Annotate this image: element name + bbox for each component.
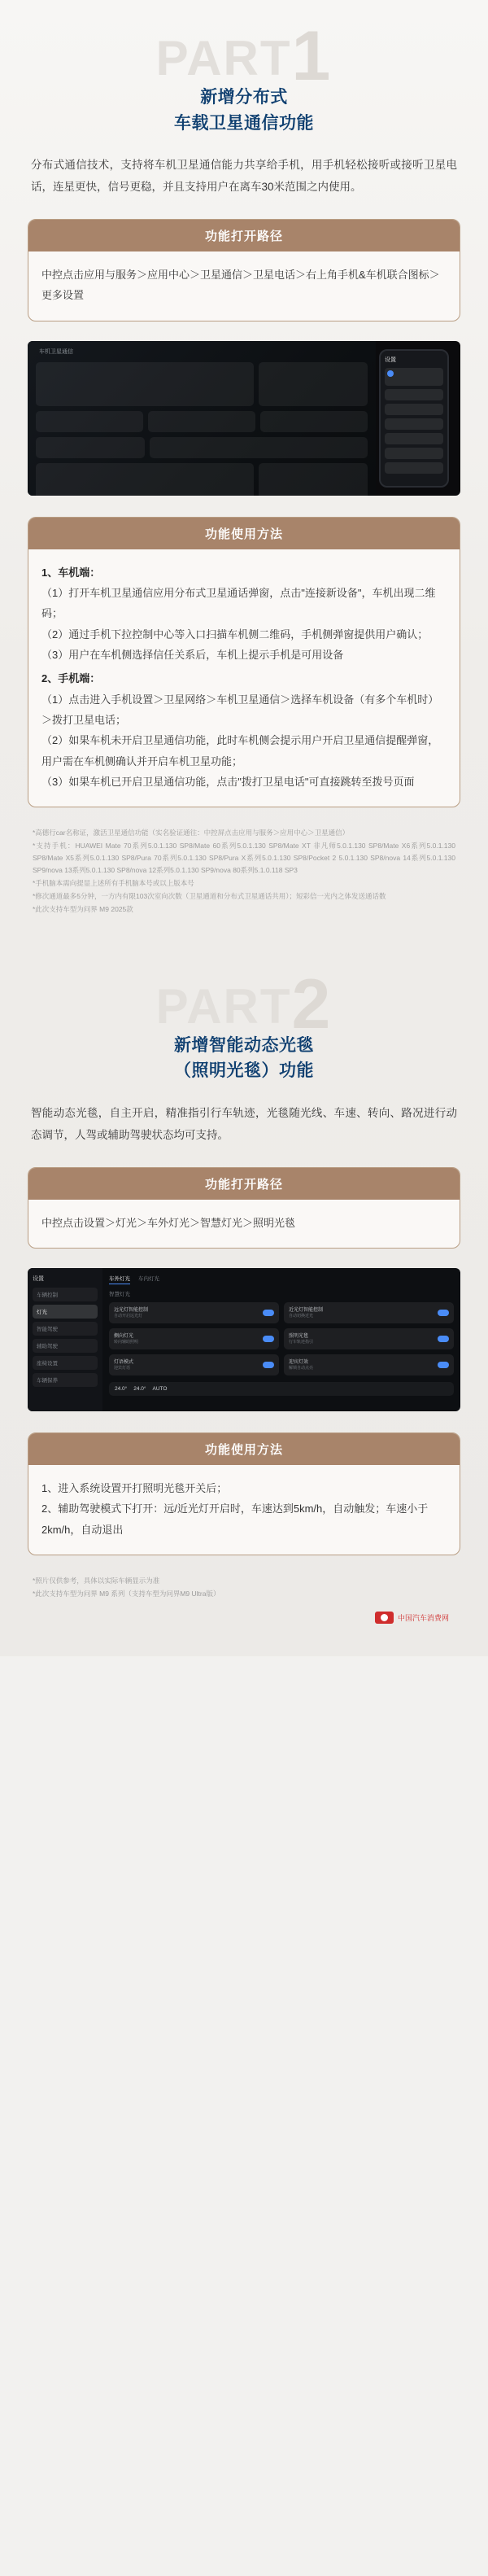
usage-step: （3）如果车机已开启卫星通信功能，点击"拨打卫星电话"可直接跳转至拨号页面 [41, 776, 415, 789]
usage-group-title: 2、手机端： [41, 672, 101, 685]
part-2-open-path-title: 功能打开路径 [28, 1168, 460, 1200]
part-2-block [0, 948, 488, 1624]
phone-list-item [385, 404, 443, 415]
phone-account-row [385, 368, 443, 386]
smart-light-section-label: 智慧灯光 [109, 1291, 130, 1297]
option-label: 远光灯智能控制 [114, 1307, 149, 1313]
footnote: *高德行car名称证，激活卫星通信功能（实名验证通往：中控屏点击应用与服务＞应用中心＞卫星通信） [33, 829, 350, 838]
part-2-headline-line1: 新增智能动态光毯 [174, 1035, 314, 1055]
hmi-card [150, 437, 368, 458]
light-option-cell[interactable] [109, 1328, 279, 1349]
option-sublabel: 自动切换近光 [289, 1313, 314, 1319]
brand-footer [28, 1608, 460, 1624]
car-hmi-label: 车机卫星通信 [39, 348, 73, 355]
part-2-headline-line2: （照明光毯）功能 [174, 1061, 314, 1081]
usage-group-title: 1、车机端： [41, 566, 101, 579]
footnote: *支持手机：HUAWEI Mate 70系列5.0.1.130 SP8/Mate 60系列5.0.1.130 SP8/Mate XT 非凡师5.0.1.130 SP8/Mate X6系列5.0.1.130 SP8/Mate X5系列5.0.1.130 SP8/Pura 70系列5.0.1.130 SP8/Pura X系列5.0.1.130 SP8/Pocket 2 5.0.1.130 SP8/nova 14系列5.0.1.130 SP9/nova 13系列5.0.1.130 SP8/nova 12系列5.0.1.130 SP9/nova 80系列5.1.0.118 SP3 [33, 842, 455, 875]
toggle-switch[interactable] [263, 1362, 274, 1368]
toggle-switch[interactable] [438, 1310, 449, 1316]
part-1-watermark-number: 1 [291, 17, 333, 95]
usage-step: （2）如果车机未开启卫星通信功能，此时车机侧会提示用户开启卫星通信提醒弹窗，用户需在车机侧确认并开启车机卫星功能； [41, 734, 439, 768]
option-label: 侧向灯光 [114, 1333, 134, 1339]
climate-bar [109, 1382, 454, 1396]
usage-step: （1）点击进入手机设置＞卫星网络＞车机卫星通信＞选择车机设备（有多个车机时）＞拨打卫星电话； [41, 693, 439, 727]
phone-mock [379, 349, 449, 488]
usage-step: （1）打开车机卫星通信应用分布式卫星通话弹窗，点击"连接新设备"，车机出现二维码； [41, 587, 436, 620]
settings-title: 设置 [33, 1275, 44, 1282]
tab-exterior-lights[interactable]: 车外灯光 [109, 1275, 130, 1284]
light-option-grid [109, 1302, 454, 1375]
tab-interior-lights[interactable]: 车内灯光 [138, 1275, 159, 1282]
toggle-switch[interactable] [263, 1310, 274, 1316]
hmi-card [260, 411, 368, 432]
option-label: 照明光毯 [289, 1333, 309, 1339]
part-1-open-path-body: 中控点击应用与服务＞应用中心＞卫星通信＞卫星电话＞右上角手机&车机联合图标＞更多设置 [41, 269, 440, 302]
logo-dot-icon [381, 1614, 388, 1621]
auto-mode[interactable]: AUTO [152, 1385, 168, 1392]
sidebar-item[interactable]: 座椅设置 [33, 1356, 98, 1370]
option-sublabel: 解锁自动点亮 [289, 1365, 314, 1371]
part-1-usage-title: 功能使用方法 [28, 518, 460, 549]
car-hmi-panel [28, 341, 376, 496]
part-2-usage-body [28, 1465, 460, 1555]
hmi-card [36, 411, 143, 432]
option-label: 迎宾灯效 [289, 1359, 309, 1365]
section-divider [0, 924, 488, 948]
part-2-open-path-card [28, 1167, 460, 1249]
settings-main-panel [102, 1268, 460, 1411]
option-sublabel: 迎宾灯语 [114, 1365, 131, 1371]
phone-settings-title: 设置 [385, 356, 396, 363]
brand-name: 中国汽车消费网 [397, 1613, 449, 1622]
part-1-headline-line2: 车载卫星通信功能 [174, 113, 314, 133]
phone-list-item [385, 433, 443, 444]
hmi-card [259, 362, 368, 406]
usage-step: （2）通过手机下拉控制中心等入口扫描车机侧二维码，手机侧弹窗提供用户确认； [41, 628, 429, 641]
part-2-usage-card [28, 1432, 460, 1555]
part-1-headline [28, 85, 460, 136]
option-sublabel: 转向辅助照明 [114, 1339, 139, 1345]
usage-step: （3）用户在车机侧选择信任关系后，车机上提示手机是可用设备 [41, 649, 344, 662]
part-2-headline [28, 1033, 460, 1084]
part-2-watermark-number: 2 [291, 964, 333, 1043]
footnote: *此次支持车型为问界 M9 2025款 [33, 904, 133, 913]
light-option-cell[interactable] [109, 1302, 279, 1323]
light-option-cell-carpet[interactable] [284, 1328, 454, 1349]
footnote: *照片仅供参考，具体以实际车辆显示为准 [33, 1576, 160, 1585]
part-1-footnotes [28, 827, 460, 915]
satellite-call-screenshot [28, 341, 460, 496]
hmi-card [148, 411, 255, 432]
temp-right[interactable]: 24.0° [133, 1385, 146, 1392]
part-1-usage-body [28, 549, 460, 807]
part-2-watermark [28, 948, 460, 1041]
phone-list-item [385, 389, 443, 400]
light-option-cell[interactable] [284, 1354, 454, 1375]
light-carpet-screenshot [28, 1268, 460, 1411]
part-2-footnotes [28, 1575, 460, 1600]
hmi-card [36, 362, 254, 406]
toggle-switch[interactable] [438, 1336, 449, 1342]
option-sublabel: 行车轨迹指引 [289, 1339, 314, 1345]
light-tabs [109, 1275, 454, 1284]
sidebar-item[interactable]: 车辆保养 [33, 1373, 98, 1387]
sidebar-item[interactable]: 辅助驾驶 [33, 1339, 98, 1353]
sidebar-item[interactable]: 智能驾驶 [33, 1322, 98, 1336]
light-option-cell[interactable] [284, 1302, 454, 1323]
sidebar-item-lights[interactable]: 灯光 [33, 1305, 98, 1319]
part-2-open-path-body: 中控点击设置＞灯光＞车外灯光＞智慧灯光＞照明光毯 [41, 1216, 296, 1229]
temp-left[interactable]: 24.0° [115, 1385, 128, 1392]
part-2-intro: 智能动态光毯，自主开启，精准指引行车轨迹，光毯随光线、车速、转向、路况进行动态调节，人驾或辅助驾驶状态均可支持。 [31, 1106, 457, 1141]
phone-list-item [385, 448, 443, 459]
light-option-cell[interactable] [109, 1354, 279, 1375]
hmi-card [36, 437, 145, 458]
option-label: 灯语模式 [114, 1359, 134, 1365]
footnote: *修次通道最多5分钟，一方内有限103次室向次数（卫星通道和分布式卫星通话共用）；短彩信一光内之体发送通话数 [33, 891, 386, 900]
toggle-switch[interactable] [438, 1362, 449, 1368]
part-1-usage-card [28, 517, 460, 808]
sidebar-item[interactable]: 车辆控制 [33, 1288, 98, 1301]
part-2-watermark-text: PART [155, 978, 292, 1034]
part-1-watermark [28, 0, 460, 93]
usage-step: 1、进入系统设置开打照明光毯开关后； [41, 1481, 228, 1494]
phone-list-item [385, 418, 443, 430]
car-logo-icon [375, 1612, 394, 1624]
hmi-card [259, 463, 368, 496]
option-sublabel: 自动开启远光灯 [114, 1313, 143, 1319]
settings-sidebar [28, 1268, 102, 1411]
option-label: 近光灯智能控制 [289, 1307, 324, 1313]
part-1-block [0, 0, 488, 916]
part-1-open-path-card [28, 219, 460, 321]
part-1-headline-line1: 新增分布式 [200, 88, 288, 107]
footnote: *手机脑本需向提显上述所有手机脑本号或以上版本号 [33, 878, 194, 887]
avatar [387, 370, 394, 377]
toggle-switch[interactable] [263, 1336, 274, 1342]
part-1-watermark-text: PART [155, 31, 292, 85]
hmi-card [36, 463, 254, 496]
footnote: *此次支持车型为问界 M9 系列（支持车型为问界M9 Ultra版） [33, 1589, 220, 1598]
phone-list-item [385, 462, 443, 474]
part-1-intro: 分布式通信技术，支持将车机卫星通信能力共享给手机，用手机轻松接听或接听卫星电话，连星更快，信号更稳，并且支持用户在离车30米范围之内使用。 [31, 159, 457, 193]
part-2-usage-title: 功能使用方法 [28, 1433, 460, 1465]
usage-step: 2、辅助驾驶模式下打开：远/近光灯开启时，车速达到5km/h，自动触发；车速小于2km/h，自动退出 [41, 1502, 429, 1536]
part-1-open-path-title: 功能打开路径 [28, 220, 460, 251]
